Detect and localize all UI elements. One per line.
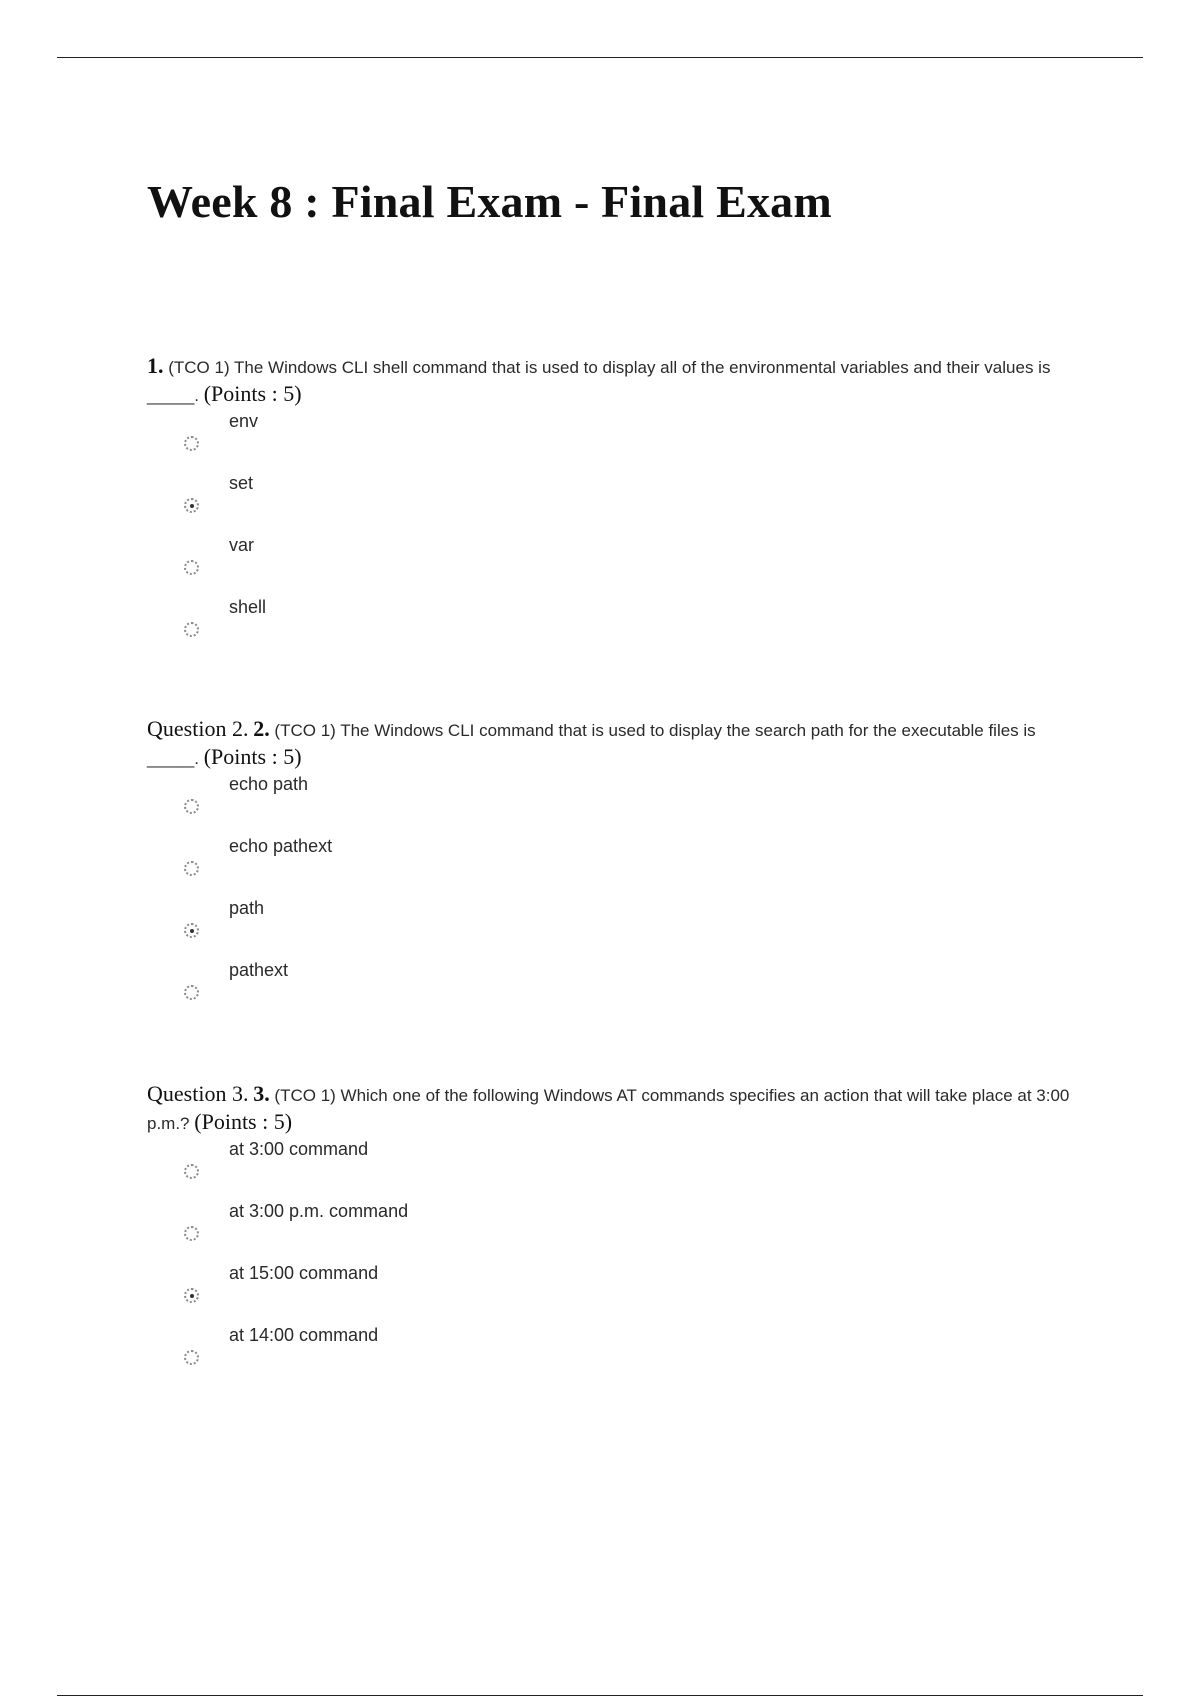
answer-option[interactable] bbox=[147, 1323, 1087, 1385]
option-label: set bbox=[229, 473, 254, 493]
option-label: at 15:00 command bbox=[229, 1263, 379, 1283]
option-label: env bbox=[229, 411, 259, 431]
radio-button[interactable] bbox=[184, 799, 199, 814]
option-label: var bbox=[229, 535, 255, 555]
radio-button[interactable] bbox=[184, 1226, 199, 1241]
answer-option[interactable] bbox=[147, 471, 1087, 533]
question-points: (Points : 5) bbox=[194, 1109, 293, 1134]
question-points: (Points : 5) bbox=[203, 744, 302, 769]
top-rule bbox=[57, 57, 1143, 58]
option-label: echo pathext bbox=[229, 836, 333, 856]
question-number: 1. bbox=[147, 353, 164, 378]
question-text bbox=[147, 353, 1087, 409]
answer-option[interactable] bbox=[147, 533, 1087, 595]
answer-option[interactable] bbox=[147, 772, 1087, 834]
question-text bbox=[147, 716, 1087, 772]
answer-option[interactable] bbox=[147, 409, 1087, 471]
answer-option[interactable] bbox=[147, 896, 1087, 958]
radio-button[interactable] bbox=[184, 923, 199, 938]
option-label: shell bbox=[229, 597, 267, 617]
question-3 bbox=[147, 1081, 1087, 1385]
question-prompt: (TCO 1) The Windows CLI command that is used to display the search path for the executable files is _____. bbox=[147, 721, 1036, 768]
option-label: pathext bbox=[229, 960, 289, 980]
question-number: 3. bbox=[253, 1081, 270, 1106]
radio-button[interactable] bbox=[184, 498, 199, 513]
option-label: at 3:00 command bbox=[229, 1139, 369, 1159]
answer-option[interactable] bbox=[147, 834, 1087, 896]
answer-option[interactable] bbox=[147, 595, 1087, 657]
radio-button[interactable] bbox=[184, 861, 199, 876]
radio-button[interactable] bbox=[184, 1164, 199, 1179]
radio-button[interactable] bbox=[184, 985, 199, 1000]
question-prompt: (TCO 1) Which one of the following Windows AT commands specifies an action that will take place at 3:00 p.m.? bbox=[147, 1086, 1070, 1133]
answer-options bbox=[147, 772, 1087, 1020]
question-prompt: (TCO 1) The Windows CLI shell command that is used to display all of the environmental variables and their values is _____. bbox=[147, 358, 1051, 405]
bottom-rule bbox=[57, 1695, 1143, 1696]
radio-button[interactable] bbox=[184, 1288, 199, 1303]
question-number: 2. bbox=[253, 716, 270, 741]
question-points: (Points : 5) bbox=[203, 381, 302, 406]
radio-button[interactable] bbox=[184, 622, 199, 637]
question-label: Question 2. bbox=[147, 716, 249, 741]
option-label: path bbox=[229, 898, 265, 918]
question-1 bbox=[147, 353, 1087, 657]
answer-option[interactable] bbox=[147, 958, 1087, 1020]
answer-options bbox=[147, 409, 1087, 657]
answer-option[interactable] bbox=[147, 1261, 1087, 1323]
answer-option[interactable] bbox=[147, 1199, 1087, 1261]
option-label: at 3:00 p.m. command bbox=[229, 1201, 409, 1221]
radio-button[interactable] bbox=[184, 1350, 199, 1365]
question-2 bbox=[147, 716, 1087, 1020]
answer-option[interactable] bbox=[147, 1137, 1087, 1199]
radio-button[interactable] bbox=[184, 436, 199, 451]
question-text bbox=[147, 1081, 1087, 1137]
option-label: at 14:00 command bbox=[229, 1325, 379, 1345]
radio-button[interactable] bbox=[184, 560, 199, 575]
page-title: Week 8 : Final Exam - Final Exam bbox=[147, 176, 832, 227]
option-label: echo path bbox=[229, 774, 309, 794]
question-label: Question 3. bbox=[147, 1081, 249, 1106]
answer-options bbox=[147, 1137, 1087, 1385]
